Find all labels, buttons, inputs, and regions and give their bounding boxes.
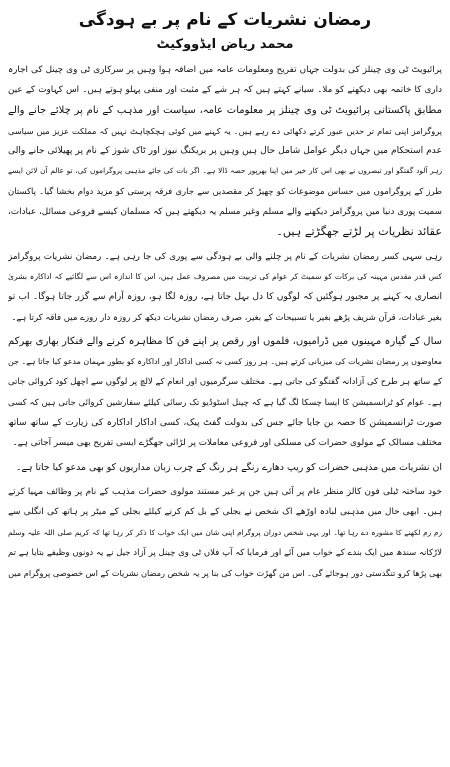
paragraph-line: پروگرامز اپنی تمام تر حدیں عبور کرتے دکھائی دے رہے ہیں۔ یہ کہنے میں کوئی ہچکچاہٹ نہیں کہ مملکت عزیز میں سیاسی bbox=[8, 125, 442, 136]
paragraph-line: ہیں۔ ابھی حال میں مذہبی لبادہ اوڑھے اک شخص نے بجلی کے بل کم کرنے کیلئے بجلی کے میٹر پر ہاتھ کی انگلی سے bbox=[8, 507, 442, 518]
paragraph-line: لاڑکانہ سندھ میں ایک بندے کے خواب میں آئے اور فرمایا کہ آپ فلاں ٹی وی چینل پر آزاد جیل نے یہ دونوں وظیفے بتایا ہے تم bbox=[8, 547, 442, 558]
article-author: محمد ریاض ایڈووکیٹ bbox=[156, 37, 294, 52]
paragraph-line: مختلف مسالک کے مولوی حضرات کی مسلکی اور فروعی معاملات پر لڑائی جھگڑے ایسی تفریح بھی میسر آجاتی ہے۔ bbox=[12, 438, 442, 449]
article-paragraph bbox=[8, 482, 442, 583]
article-paragraph bbox=[8, 60, 442, 243]
paragraph-line: سال کے گیارہ مہینوں میں ڈرامیوں، فلموں اور رقص پر اپنے فن کا مظاہرہ کرنے والے فنکار بھاری بھرکم bbox=[8, 335, 442, 347]
paragraph-line: ان نشریات میں مذہبی حضرات کو ریپ دھارے رنگے ہر رنگ کے چرب زبان مداریوں کو بھی مدعو کیا جاتا ہے۔ bbox=[16, 461, 442, 473]
paragraph-line: زم زم لکھنے کا مشورہ دے رہا تھا۔ اور یہی شخص دوران پروگرام اپنی شان میں ایک خواب کا ذکر کر رہا تھا کہ کریم صلی اللہ علیہ وسلم bbox=[8, 527, 442, 537]
paragraph-line: انصاری یہ کہنے پر مجبور ہوگئیں کہ لوگوں کا دل بہل جاتا ہے، روزہ لگا ہو، روزہ آرام سے گزر جاتا ہوگا۔ اب تو bbox=[8, 292, 442, 303]
paragraph-line: بغیر عبادات، قرآن شریف پڑھے بغیر یا تسبیحات کے بغیر، صرف رمضان نشریات دیکھ کر روزہ دار روزے میں فاقہ کرتا ہے۔ bbox=[11, 312, 442, 323]
paragraph-line: مطابق پاکستانی پرائیویٹ ٹی وی چینلز پر معلومات عامہ، سیاست اور مذہب کے نام پر چلائے جانے والے bbox=[8, 104, 442, 116]
paragraph-line: پرائیویٹ ٹی وی چینلز کی بدولت جہاں تفریح ومعلومات عامہ میں اضافہ ہوا وہیں پر سرکاری ٹی وی چینل کی اجارہ bbox=[8, 65, 442, 75]
paragraph-line: طرز کے پروگراموں میں حساس موضوعات کو چھیڑ کر مقصدیں سے جاری فرقہ پرستی کو مزید دوام بخشا گیا۔ پاکستان bbox=[8, 186, 442, 197]
paragraph-line: عقائد نظریات پر لڑتے جھگڑتے ہیں۔ bbox=[276, 225, 442, 239]
paragraph-line: عدم استحکام میں جہاں دیگر عوامل شامل حال ہیں وہیں پر بریکنگ نیوز اور ٹاک شوز کے نام پر پھیلائی جانے والی bbox=[8, 146, 442, 157]
paragraph-line: داری کا خاتمہ بھی دیکھنے کو ملا۔ سیانے کہتے ہیں کہ ہر شے کے مثبت اور منفی پہلو ہوتے ہیں۔ اس کہاوت کے عین bbox=[8, 85, 442, 96]
paragraph-line: کس قدر مقدس مہینہ کی برکات کو سمیٹ کر عوام کی تربیت میں مصروف عمل ہیں، اس کا اندازہ اس سے لگائیے کہ اداکارہ بشریٰ bbox=[8, 271, 442, 281]
paragraph-line: بھی پڑھا کرو تنگدستی دور ہوجائے گی۔ اس من گھڑت خواب کی بنا پر یہ شخص رمضان نشریات کے اس خصوصی پروگرام میں bbox=[8, 568, 442, 579]
paragraph-line: خود ساختہ ٹیلی فون کالز منظر عام پر آئی ہیں جن پر غیر مستند مولوی حضرات مذہب کے نام پر وظائف مہیا کرتے bbox=[8, 486, 442, 497]
paragraph-line: ہے۔ عوام کو ٹرانسمیشن کا ایسا چسکا لگ گیا ہے کہ چینل اسٹوڈیو تک رسائی کیلئے سفارشیں کروائی جاتی ہیں کہ کسی bbox=[8, 397, 442, 408]
paragraph-line: صورت ٹرانسمیشن کا حصہ بن جایا جائے جس کی بدولت گفٹ پیک، کسی اداکار اداکارہ کی زیارت کے ساتھ ساتھ bbox=[8, 418, 442, 429]
article-title: رمضان نشریات کے نام پر بے ہودگی bbox=[78, 10, 372, 30]
article-paragraph bbox=[8, 332, 442, 454]
paragraph-line: سمیت پوری دنیا میں پروگرامز دیکھنے والے مسلم وغیر مسلم یہ دیکھتے ہیں کہ مسلمان کیسے فروعی مسائل، عبادات، bbox=[8, 207, 442, 218]
article-paragraph bbox=[8, 247, 442, 328]
paragraph-line: زہر آلود گفتگو اور تبصروں نے بھی اس کار خیر میں اپنا بھرپور حصہ ڈالا ہے۔ اگر بات کی جائے مذہبی پروگراموں کی، تو عالم آن لائن ایسے bbox=[8, 166, 442, 176]
paragraph-line: کے ساتھ ہر طرح کی آزادانہ گفتگو کی جاتی ہے۔ مختلف سرگرمیوں اور انعام کے لالچ پر لوگوں سے اچھل کود کروائی جاتی bbox=[8, 377, 442, 388]
paragraph-line: معاوضوں پر رمضان نشریات کی میزبانی کرتے ہیں۔ ہر روز کسی نہ کسی اداکار اور اداکارہ کو بطور مہمان مدعو کیا جاتا ہے۔ جن bbox=[8, 357, 442, 367]
article-paragraph bbox=[8, 458, 442, 478]
article-body bbox=[8, 60, 442, 583]
paragraph-line: رہی سہی کسر رمضان نشریات کے نام پر چلنے والی بے ہودگی سے پوری کی جا رہی ہے۔ رمضان نشریات پروگرامز bbox=[8, 251, 442, 262]
